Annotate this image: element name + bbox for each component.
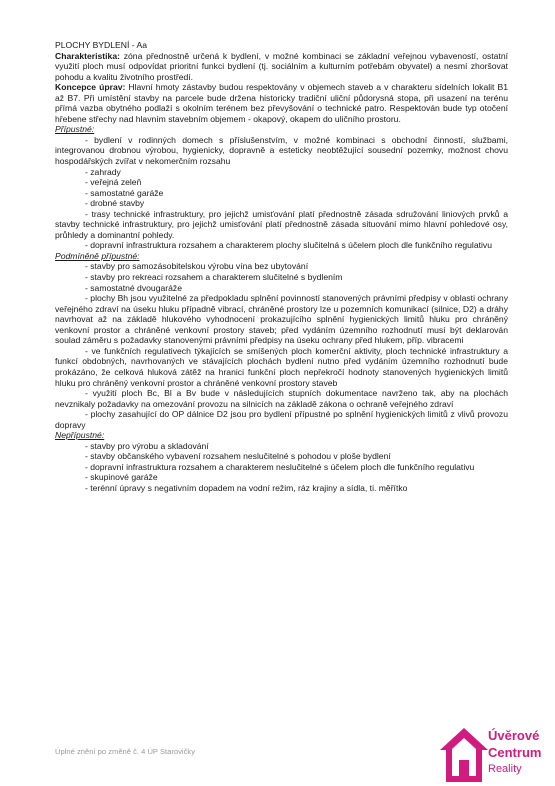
permitted-item: - bydlení v rodinných domech s příslušenstvím, v možné kombinaci s obchodní činností, službami, integrovanou drobnou výrobou, hygienicky, dopravně a esteticky neobtěžující sousední pozemky, možnost chovu hospodářských zvířat v nekomerčním rozsahu	[55, 134, 508, 167]
forbidden-item: - dopravní infrastruktura rozsahem a charakterem neslučitelné s účelem ploch dle funkčního regulativu	[85, 461, 475, 472]
permitted-item: - samostatné garáže	[85, 187, 164, 198]
concept-paragraph	[55, 82, 508, 124]
logo-line-3: Reality	[488, 763, 522, 775]
forbidden-item: - stavby občanského vybavení rozsahem neslučitelné s pohodou v ploše bydlení	[85, 451, 391, 462]
conditional-item: - využití ploch Bc, Bl a Bv bude v následujících stupních dokumentace navrženo tak, aby na plochách nevznikaly požadavky na omezování provozu na silnicích na základě zákona o ochraně veřejného zdraví	[55, 388, 508, 409]
conditional-item: - stavby pro rekreaci rozsahem a charakterem slučitelné s bydlením	[85, 272, 343, 283]
house-icon	[438, 726, 490, 784]
conditional-item: - plochy Bh jsou využitelné za předpokladu splnění povinností stanovených právními předpisy v oblasti ochrany veřejného zdraví na úseku hluku případně vibrací, chráněné prostory lze u pozemních komunikací (silnice, D2) a dráhy navrhovat až na základě hlukového vyhodnocení prokazujícího splnění hygienických limitů hluku pro chráněný venkovní prostor a chráněné venkovní prostory staveb; před vydáním územního rozhodnutí musí být deklarován soulad záměru s požadavky stanovenými právními předpisy na úseku ochrany před hlukem, příp. vibracemi	[55, 293, 508, 346]
characteristics-paragraph	[55, 51, 508, 83]
conditional-item: - plochy zasahující do OP dálnice D2 jsou pro bydlení přípustné po splnění hygienických limitů z vlivů provozu dopravy	[55, 409, 508, 430]
concept-label: Koncepce úprav:	[55, 82, 126, 93]
logo-line-2: Centrum	[488, 745, 542, 760]
characteristics-label: Charakteristika:	[55, 50, 120, 61]
document-page	[55, 40, 508, 494]
concept-text: Hlavní hmoty zástavby budou respektovány v objemech staveb a v charakteru sídelních lokalit B1 až B7. Při umístění stavby na parcele bude držena historicky tradiční uliční půdorysná stopa, při usazení na terénu přímá vazba obytného podlaží s okolním terénem bez převyšování o technické patro. Respektován bude typ otočení hřebene střechy nad hlavním stavebním objemem - okapový, okapem do uličního prostoru.	[55, 82, 508, 124]
section-heading: PLOCHY BYDLENÍ - Aa	[55, 40, 148, 50]
forbidden-item: - stavby pro výrobu a skladování	[85, 440, 209, 451]
conditional-item: - samostatné dvougaráže	[85, 282, 182, 293]
permitted-item: - drobné stavby	[85, 198, 145, 209]
permitted-item: - zahrady	[85, 166, 121, 177]
logo-line-1: Úvěrové	[488, 728, 540, 743]
forbidden-item: - terénní úpravy s negativním dopadem na vodní režim, ráz krajiny a sídla, ti. měřítko	[85, 482, 408, 493]
permitted-item: - veřejná zeleň	[85, 177, 142, 188]
permitted-item: - dopravní infrastruktura rozsahem a charakterem plochy slučitelná s účelem ploch dle funkčního regulativu	[85, 240, 492, 251]
conditional-item: - ve funkčních regulativech týkajících se smíšených ploch komerční aktivity, ploch technické infrastruktury a funkcí obdobných, navrhovaných ve stávajících plochách bydlení nutno před vydáním územního rozhodnutí bude prokázáno, že celková hluková zátěž na hranici funkční ploch nepřekročí hodnoty stanovených hygienických limitů hluku pro chráněný venkovní prostor a chráněné venkovní prostory staveb	[55, 345, 508, 388]
characteristics-text: zóna přednostně určená k bydlení, v možné kombinaci se základní veřejnou vybaveností, ostatní využití ploch musí odpovídat prioritní funkci bydlení (tj. sociálním a kulturním potřebám obyvatel) a nesmí zhoršovat pohodu a kvalitu životního prostředí.	[55, 50, 508, 82]
forbidden-item: - skupinové garáže	[85, 472, 158, 483]
forbidden-title: Nepřípustné:	[55, 430, 105, 441]
company-logo	[438, 722, 555, 786]
conditional-title: Podmíněně přípustné:	[55, 250, 140, 261]
permitted-title: Přípustné:	[55, 124, 95, 135]
permitted-item: - trasy technické infrastruktury, pro jejichž umisťování platí přednostně zásada sdružování liniových prvků a stavby technické infrastruktury, pro jejichž umisťování platí přednostně zásada situování mimo hlavní pohledové osy, průhledy a dominantní pohledy.	[55, 208, 508, 240]
page-footer: Úplné znění po změně č. 4 ÚP Starovičky	[55, 747, 195, 756]
conditional-item: - stavby pro samozásobitelskou výrobu vína bez ubytování	[85, 261, 309, 272]
